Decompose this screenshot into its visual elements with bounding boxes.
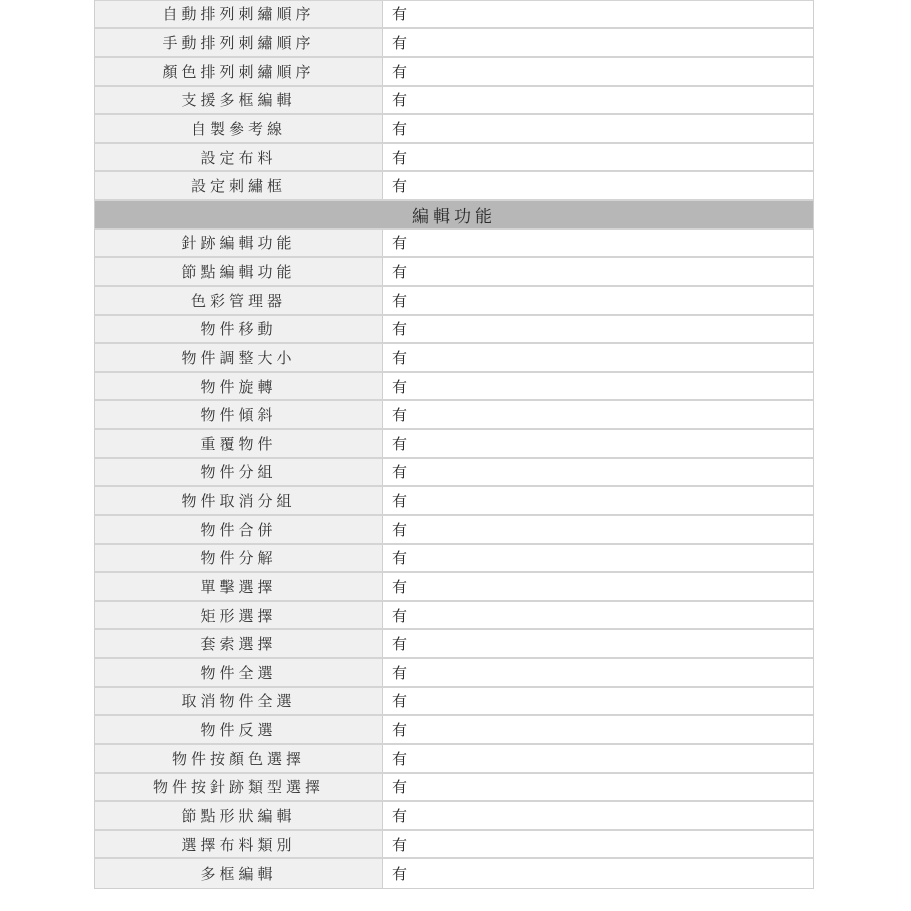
feature-value-cell: 有 — [383, 430, 813, 457]
table-row — [95, 745, 813, 774]
feature-name-cell: 物件按針跡類型選擇 — [95, 774, 383, 801]
table-row — [95, 344, 813, 373]
feature-name-cell: 針跡編輯功能 — [95, 230, 383, 257]
table-row — [95, 459, 813, 488]
feature-name-cell: 物件合併 — [95, 516, 383, 543]
feature-name-cell: 取消物件全選 — [95, 688, 383, 715]
feature-name-cell: 手動排列刺繡順序 — [95, 29, 383, 56]
feature-name-cell: 物件分解 — [95, 545, 383, 572]
table-row — [95, 316, 813, 345]
table-row — [95, 1, 813, 30]
table-row — [95, 688, 813, 717]
table-row — [95, 831, 813, 860]
feature-value-cell: 有 — [383, 115, 813, 142]
feature-value-cell: 有 — [383, 774, 813, 801]
table-row — [95, 430, 813, 459]
feature-value-cell: 有 — [383, 831, 813, 858]
feature-name-cell: 多框編輯 — [95, 859, 383, 888]
feature-value-cell: 有 — [383, 688, 813, 715]
table-row — [95, 630, 813, 659]
feature-value-cell: 有 — [383, 573, 813, 600]
feature-name-cell: 選擇布料類別 — [95, 831, 383, 858]
table-row — [95, 373, 813, 402]
feature-value-cell: 有 — [383, 87, 813, 114]
feature-value-cell: 有 — [383, 630, 813, 657]
table-row — [95, 573, 813, 602]
table-row — [95, 115, 813, 144]
table-row — [95, 172, 813, 201]
feature-name-cell: 套索選擇 — [95, 630, 383, 657]
table-row — [95, 401, 813, 430]
feature-name-cell: 單擊選擇 — [95, 573, 383, 600]
feature-value-cell: 有 — [383, 516, 813, 543]
feature-name-cell: 矩形選擇 — [95, 602, 383, 629]
feature-name-cell: 物件傾斜 — [95, 401, 383, 428]
feature-name-cell: 節點形狀編輯 — [95, 802, 383, 829]
feature-value-cell: 有 — [383, 287, 813, 314]
feature-name-cell: 設定刺繡框 — [95, 172, 383, 199]
feature-value-cell: 有 — [383, 373, 813, 400]
feature-name-cell: 物件取消分組 — [95, 487, 383, 514]
table-row — [95, 487, 813, 516]
feature-name-cell: 顏色排列刺繡順序 — [95, 58, 383, 85]
feature-name-cell: 自動排列刺繡順序 — [95, 1, 383, 28]
feature-value-cell: 有 — [383, 659, 813, 686]
feature-value-cell: 有 — [383, 802, 813, 829]
feature-name-cell: 物件全選 — [95, 659, 383, 686]
feature-value-cell: 有 — [383, 29, 813, 56]
table-row — [95, 87, 813, 116]
section-header: 編輯功能 — [95, 201, 813, 230]
table-row — [95, 287, 813, 316]
table-row — [95, 516, 813, 545]
table-row — [95, 258, 813, 287]
table-row — [95, 774, 813, 803]
feature-value-cell: 有 — [383, 144, 813, 171]
feature-value-cell: 有 — [383, 316, 813, 343]
table-row — [95, 602, 813, 631]
feature-name-cell: 重覆物件 — [95, 430, 383, 457]
table-row — [95, 58, 813, 87]
feature-name-cell: 自製參考線 — [95, 115, 383, 142]
feature-value-cell: 有 — [383, 716, 813, 743]
table-row — [95, 859, 813, 888]
feature-name-cell: 物件旋轉 — [95, 373, 383, 400]
feature-value-cell: 有 — [383, 1, 813, 28]
feature-value-cell: 有 — [383, 58, 813, 85]
feature-value-cell: 有 — [383, 344, 813, 371]
feature-name-cell: 色彩管理器 — [95, 287, 383, 314]
table-row — [95, 659, 813, 688]
table-row — [95, 802, 813, 831]
feature-value-cell: 有 — [383, 545, 813, 572]
feature-value-cell: 有 — [383, 401, 813, 428]
table-row — [95, 230, 813, 259]
feature-value-cell: 有 — [383, 172, 813, 199]
feature-value-cell: 有 — [383, 745, 813, 772]
feature-name-cell: 支援多框編輯 — [95, 87, 383, 114]
table-row — [95, 716, 813, 745]
table-row — [95, 545, 813, 574]
feature-name-cell: 物件移動 — [95, 316, 383, 343]
table-row — [95, 144, 813, 173]
feature-spec-table — [94, 0, 814, 889]
feature-value-cell: 有 — [383, 459, 813, 486]
feature-value-cell: 有 — [383, 487, 813, 514]
table-row — [95, 29, 813, 58]
feature-value-cell: 有 — [383, 859, 813, 888]
feature-name-cell: 物件調整大小 — [95, 344, 383, 371]
feature-name-cell: 物件反選 — [95, 716, 383, 743]
feature-value-cell: 有 — [383, 230, 813, 257]
feature-name-cell: 節點編輯功能 — [95, 258, 383, 285]
feature-value-cell: 有 — [383, 602, 813, 629]
feature-name-cell: 物件按顏色選擇 — [95, 745, 383, 772]
feature-name-cell: 設定布料 — [95, 144, 383, 171]
feature-name-cell: 物件分組 — [95, 459, 383, 486]
feature-value-cell: 有 — [383, 258, 813, 285]
